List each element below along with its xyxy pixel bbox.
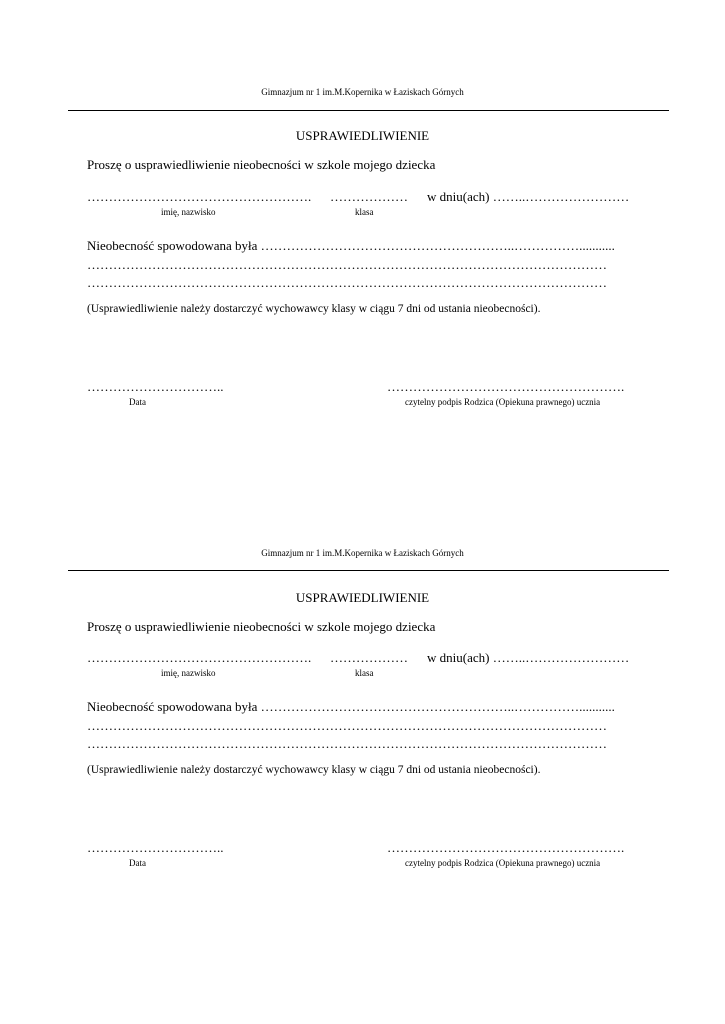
date-caption: Data — [129, 397, 146, 407]
absence-reason-line-3[interactable]: ………………………………………………………………………………………………………… — [87, 736, 607, 751]
name-caption: imię, nazwisko — [161, 668, 216, 678]
date-field[interactable]: ………………………….. — [87, 840, 224, 855]
absence-reason-field[interactable]: Nieobecność spowodowana była …………………………………………………..……………........... — [87, 238, 615, 253]
parent-signature-field[interactable]: ………………………………………………. — [387, 840, 625, 855]
form-title: USPRAWIEDLIWIENIE — [295, 128, 430, 143]
student-class-field[interactable]: ……………… — [330, 189, 408, 204]
absence-reason-field[interactable]: Nieobecność spowodowana była …………………………………………………..……………........... — [87, 699, 615, 714]
delivery-notice: (Usprawiedliwienie należy dostarczyć wychowawcy klasy w ciągu 7 dni od ustania nieobecności). — [87, 303, 541, 315]
name-caption: imię, nazwisko — [161, 207, 216, 217]
header-divider — [68, 570, 669, 571]
school-header: Gimnazjum nr 1 im.M.Kopernika w Łaziskach Górnych — [261, 548, 464, 558]
form-title: USPRAWIEDLIWIENIE — [295, 590, 430, 605]
class-caption: klasa — [355, 668, 374, 678]
parent-signature-field[interactable]: ………………………………………………. — [387, 379, 625, 394]
school-header: Gimnazjum nr 1 im.M.Kopernika w Łaziskach Górnych — [261, 87, 464, 97]
absence-reason-line-3[interactable]: ………………………………………………………………………………………………………… — [87, 275, 607, 290]
student-class-field[interactable]: ……………… — [330, 650, 408, 665]
student-name-field[interactable]: ……………………………………………. — [87, 189, 312, 204]
request-text: Proszę o usprawiedliwienie nieobecności w szkole mojego dziecka — [87, 157, 436, 172]
delivery-notice: (Usprawiedliwienie należy dostarczyć wychowawcy klasy w ciągu 7 dni od ustania nieobecności). — [87, 764, 541, 776]
date-field[interactable]: ………………………….. — [87, 379, 224, 394]
student-name-field[interactable]: ……………………………………………. — [87, 650, 312, 665]
absence-date-field[interactable]: w dniu(ach) ……..…………………… — [427, 189, 630, 204]
header-divider — [68, 110, 669, 111]
absence-reason-line-2[interactable]: ………………………………………………………………………………………………………… — [87, 257, 607, 272]
absence-reason-line-2[interactable]: ………………………………………………………………………………………………………… — [87, 718, 607, 733]
date-caption: Data — [129, 858, 146, 868]
absence-date-field[interactable]: w dniu(ach) ……..…………………… — [427, 650, 630, 665]
request-text: Proszę o usprawiedliwienie nieobecności w szkole mojego dziecka — [87, 619, 436, 634]
signature-caption: czytelny podpis Rodzica (Opiekuna prawnego) ucznia — [405, 858, 601, 868]
signature-caption: czytelny podpis Rodzica (Opiekuna prawnego) ucznia — [405, 397, 601, 407]
class-caption: klasa — [355, 207, 374, 217]
